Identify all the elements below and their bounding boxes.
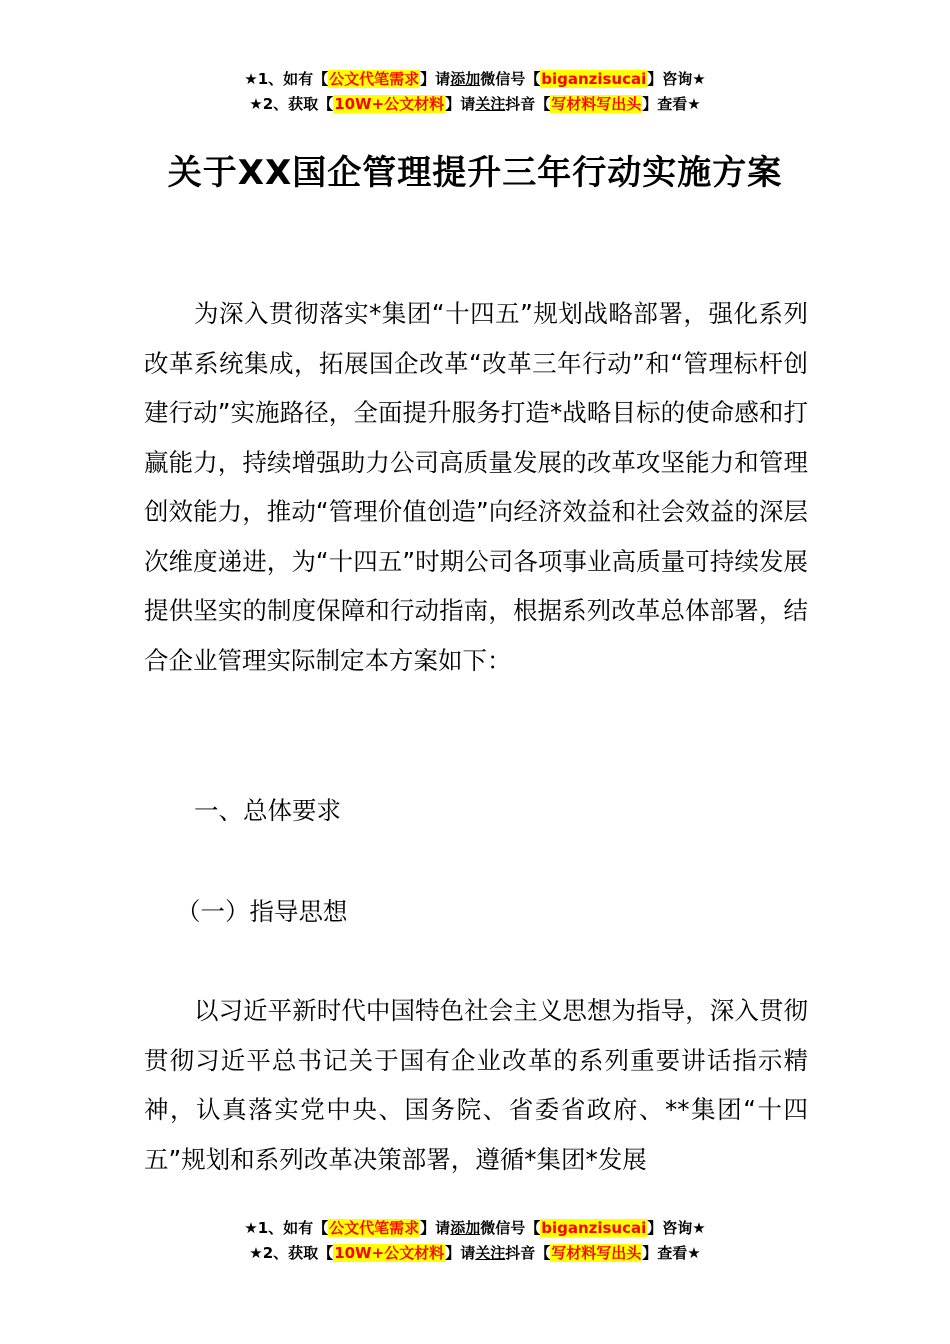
banner-text: 抖音【	[505, 1244, 551, 1262]
intro-paragraph: 为深入贯彻落实*集团“十四五”规划战略部署，强化系列改革系统集成，拓展国企改革“改革三年行动”和“管理标杆创建行动”实施路径，全面提升服务打造*战略目标的使命感和打赢能力，持续增强助力公司高质量发展的改革攻坚能力和管理创效能力，推动“管理价值创造”向经济效益和社会效益的深层次维度递进，为“十四五”时期公司各项事业高质量可持续发展提供坚实的制度保障和行动指南，根据系列改革总体部署，结合企业管理实际制定本方案如下：	[144, 299, 808, 675]
banner-underlined-text: 添加	[450, 1219, 481, 1237]
banner-text: ★1、如有【	[244, 70, 329, 88]
highlight-service: 公文代笔需求	[329, 1219, 420, 1237]
banner-text: 】请	[445, 95, 476, 113]
banner-text: 】咨询★	[647, 1219, 706, 1237]
highlight-wechat-id: biganzisucai	[541, 70, 647, 88]
banner-text: 微信号【	[480, 70, 541, 88]
guiding-thought-paragraph: 以习近平新时代中国特色社会主义思想为指导，深入贯彻贯彻习近平总书记关于国有企业改革的系列重要讲话指示精神，认真落实党中央、国务院、省委省政府、**集团“十四五”规划和系列改革决策部署，遵循*集团*发展	[144, 996, 808, 1174]
highlight-materials: 10W+公文材料	[334, 95, 445, 113]
banner-text: 抖音【	[505, 95, 551, 113]
highlight-service: 公文代笔需求	[329, 70, 420, 88]
banner-text: 】请	[420, 1219, 451, 1237]
banner-text: 微信号【	[480, 1219, 541, 1237]
banner-line-1	[0, 1216, 950, 1241]
banner-text: 】查看★	[642, 95, 701, 113]
highlight-douyin-account: 写材料写出头	[551, 95, 642, 113]
banner-text: ★2、获取【	[249, 1244, 334, 1262]
banner-text: 】查看★	[642, 1244, 701, 1262]
subsection-heading: （一）指导思想	[176, 897, 348, 926]
banner-underlined-text: 关注	[475, 95, 506, 113]
highlight-wechat-id: biganzisucai	[541, 1219, 647, 1237]
document-title: 关于XX国企管理提升三年行动实施方案	[167, 153, 783, 193]
banner-text: ★1、如有【	[244, 1219, 329, 1237]
banner-line-2	[0, 1241, 950, 1266]
banner-text: 】请	[420, 70, 451, 88]
highlight-materials: 10W+公文材料	[334, 1244, 445, 1262]
banner-text: ★2、获取【	[249, 95, 334, 113]
footer-banner	[0, 1216, 950, 1266]
banner-text: 】请	[445, 1244, 476, 1262]
highlight-douyin-account: 写材料写出头	[551, 1244, 642, 1262]
banner-underlined-text: 添加	[450, 70, 481, 88]
banner-text: 】咨询★	[647, 70, 706, 88]
section-heading: 一、总体要求	[194, 796, 341, 825]
banner-underlined-text: 关注	[475, 1244, 506, 1262]
